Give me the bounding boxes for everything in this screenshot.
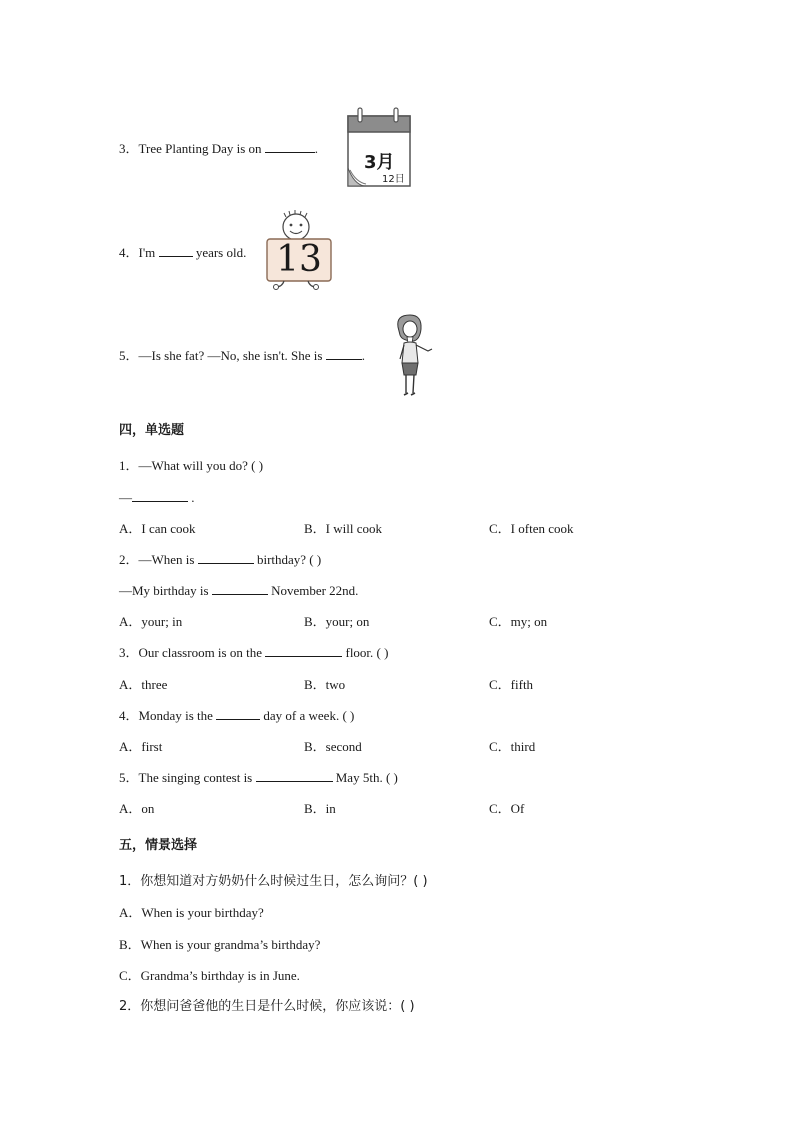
s4-q1-stem: 1．—What will you do? ( ) <box>119 458 264 473</box>
s4-q1-option-a[interactable]: A．I can cook <box>119 521 196 536</box>
answer-blank[interactable] <box>265 141 315 153</box>
s4-q3-option-a[interactable]: A．three <box>119 677 168 692</box>
age-sign-picture <box>264 209 334 293</box>
fill-item-5: 5．—Is she fat? —No, she isn't. She is . <box>119 348 365 363</box>
answer-blank[interactable] <box>212 583 268 595</box>
calendar-picture <box>344 106 414 188</box>
section-5-title: 五，情景选择 <box>119 838 198 853</box>
s4-q2-option-b[interactable]: B．your; on <box>304 614 370 629</box>
s4-q5-option-a[interactable]: A．on <box>119 801 155 816</box>
s4-q1-answer-line: — . <box>119 490 195 505</box>
s4-q4-option-a[interactable]: A．first <box>119 739 163 754</box>
calendar-month: 3月 <box>364 152 395 173</box>
woman-figure-icon <box>388 313 438 399</box>
s4-q4-stem: 4．Monday is the day of a week. ( ) <box>119 708 355 723</box>
answer-blank[interactable] <box>216 708 260 720</box>
calendar-day: 12日 <box>382 174 405 185</box>
slim-woman-picture <box>388 313 438 399</box>
s5-q1-option-a[interactable]: A．When is your birthday? <box>119 905 264 920</box>
s4-q5-option-c[interactable]: C．Of <box>489 801 525 816</box>
s4-q1-option-b[interactable]: B．I will cook <box>304 521 382 536</box>
s4-q3-option-c[interactable]: C．fifth <box>489 677 534 692</box>
answer-blank[interactable] <box>132 490 188 502</box>
age-sign-number: 13 <box>276 239 322 280</box>
s5-q1-option-c[interactable]: C．Grandma’s birthday is in June. <box>119 968 300 983</box>
s5-q1-stem: 1．你想知道对方奶奶什么时候过生日，怎么询问？( ) <box>119 874 428 889</box>
section-4-title: 四，单选题 <box>119 423 185 438</box>
s4-q3-stem: 3．Our classroom is on the floor. ( ) <box>119 645 389 660</box>
s5-q1-option-b[interactable]: B．When is your grandma’s birthday? <box>119 937 321 952</box>
s4-q1-option-c[interactable]: C．I often cook <box>489 521 574 536</box>
fill-item-3: 3．Tree Planting Day is on . <box>119 141 319 156</box>
s4-q3-option-b[interactable]: B．two <box>304 677 346 692</box>
answer-blank[interactable] <box>159 245 193 257</box>
answer-blank[interactable] <box>326 348 362 360</box>
answer-blank[interactable] <box>256 770 333 782</box>
s4-q4-option-c[interactable]: C．third <box>489 739 536 754</box>
s4-q4-option-b[interactable]: B．second <box>304 739 362 754</box>
answer-blank[interactable] <box>198 552 254 564</box>
s5-q2-stem: 2．你想问爸爸他的生日是什么时候，你应该说：( ) <box>119 999 415 1014</box>
s4-q2-stem: 2．—When is birthday? ( ) <box>119 552 322 567</box>
s4-q2-option-c[interactable]: C．my; on <box>489 614 548 629</box>
s4-q5-stem: 5．The singing contest is May 5th. ( ) <box>119 770 398 785</box>
s4-q2-option-a[interactable]: A．your; in <box>119 614 183 629</box>
s4-q2-line2: —My birthday is November 22nd. <box>119 583 359 598</box>
answer-blank[interactable] <box>265 645 342 657</box>
s4-q5-option-b[interactable]: B．in <box>304 801 336 816</box>
fill-item-4: 4．I'm years old. <box>119 245 247 260</box>
